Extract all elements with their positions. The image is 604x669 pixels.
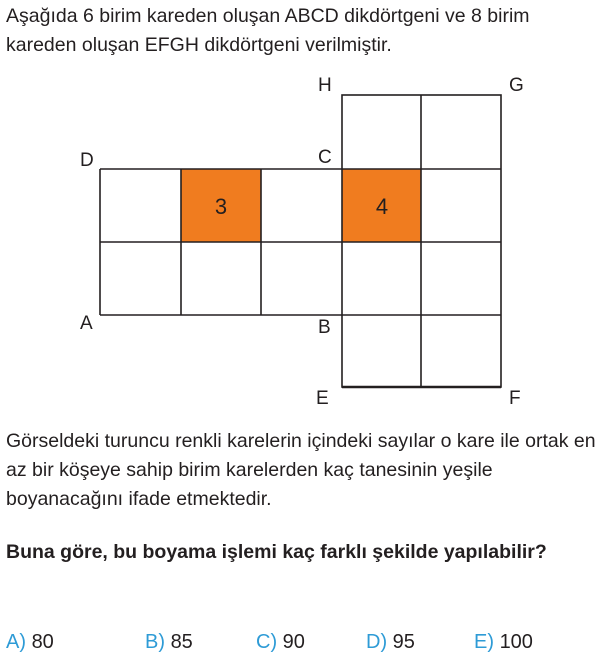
label-A: A	[80, 313, 93, 334]
square-number-4: 4	[375, 194, 389, 219]
label-G: G	[509, 75, 524, 96]
label-F: F	[509, 388, 521, 409]
grid-lines	[100, 95, 501, 387]
question-text: Buna göre, bu boyama işlemi kaç farklı şekilde yapılabilir?	[6, 541, 547, 563]
choice-e[interactable]	[474, 628, 533, 656]
choice-c-letter: C)	[256, 631, 278, 653]
label-C: C	[318, 147, 332, 168]
choice-c[interactable]	[256, 628, 305, 656]
choice-a[interactable]	[6, 628, 54, 656]
choice-d[interactable]	[366, 628, 415, 656]
choice-c-value: 90	[282, 631, 305, 653]
choice-e-letter: E)	[474, 631, 494, 653]
body-text: Görseldeki turuncu renkli karelerin içindeki sayılar o kare ile ortak en az bir köşeye sahip birim karelerden kaç tanesinin yeşile boyanacağını ifade etmektedir.	[6, 430, 596, 510]
choice-e-value: 100	[499, 631, 533, 653]
label-H: H	[318, 75, 332, 96]
choice-a-value: 80	[31, 631, 54, 653]
choice-a-letter: A)	[6, 631, 26, 653]
choice-d-value: 95	[392, 631, 415, 653]
label-B: B	[318, 317, 331, 338]
square-number-3: 3	[214, 194, 228, 219]
label-D: D	[80, 150, 94, 171]
choice-b-letter: B)	[145, 631, 165, 653]
label-E: E	[316, 388, 329, 409]
intro-text: Aşağıda 6 birim kareden oluşan ABCD dikdörtgeni ve 8 birim kareden oluşan EFGH dikdörtgeni verilmiştir.	[6, 5, 530, 56]
choice-b[interactable]	[145, 628, 193, 656]
choice-d-letter: D)	[366, 631, 388, 653]
choice-b-value: 85	[170, 631, 193, 653]
